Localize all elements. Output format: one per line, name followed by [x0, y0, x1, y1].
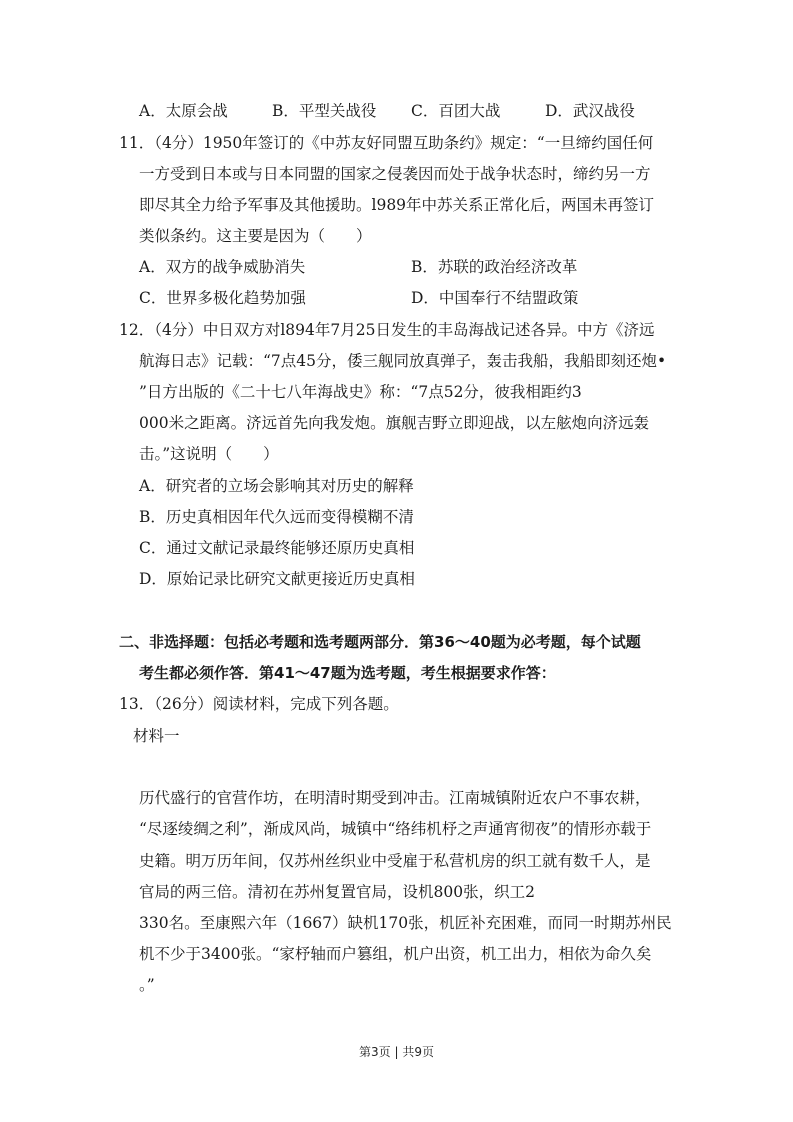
q13-material-line-3: 史籍。明万历年间，仅苏州丝织业中受雇于私营机房的织工就有数千人，是 [139, 852, 651, 870]
q11-line-2: 一方受到日本或与日本同盟的国家之侵袭因而处于战争状态时，缔约另一方 [139, 165, 651, 183]
q10-option-a: A．太原会战 [139, 102, 228, 120]
q13-material-line-5: 330名。至康熙六年（1667）缺机170张，机匠补充困难，而同一时期苏州民 [139, 914, 672, 932]
section-2-heading-line-1: 二、非选择题：包括必考题和选考题两部分．第36～40题为必考题，每个试题 [119, 633, 641, 651]
q11-option-b: B．苏联的政治经济改革 [411, 258, 578, 276]
q13-material-label: 材料一 [133, 727, 180, 745]
section-2-heading-line-2: 考生都必须作答．第41～47题为选考题，考生根据要求作答： [139, 664, 556, 682]
q10-option-d: D．武汉战役 [545, 102, 635, 120]
q11-option-d: D．中国奉行不结盟政策 [411, 289, 579, 307]
q11-line-3: 即尽其全力给予军事及其他援助。l989年中苏关系正常化后，两国未再签订 [139, 196, 655, 214]
q10-option-b: B．平型关战役 [272, 102, 377, 120]
q12-option-b: B．历史真相因年代久远而变得模糊不清 [139, 508, 414, 526]
q12-line-4: 000米之距离。济远首先向我发炮。旗舰吉野立即迎战，以左舷炮向济远轰 [139, 414, 650, 432]
q13-material-line-6: 机不少于3400张。“家杼轴而户篡组，机户出资，机工出力，相依为命久矣 [139, 945, 652, 963]
q12-line-5: 击。”这说明（ ） [139, 445, 279, 463]
q13-material-line-7: 。” [139, 976, 155, 994]
q13-material-line-2: “尽逐绫绸之利”，渐成风尚，城镇中“络纬机杼之声通宵彻夜”的情形亦载于 [139, 820, 652, 838]
q13-material-line-4: 官局的两三倍。清初在苏州复置官局，设机800张，织工2 [139, 883, 535, 901]
q12-line-3: ”日方出版的《二十七八年海战史》称：“7点52分，彼我相距约3 [139, 383, 582, 401]
q10-options [0, 101, 793, 121]
q11-options-row-1 [0, 257, 793, 277]
q13-header: 13．（26分）阅读材料，完成下列各题。 [119, 695, 399, 713]
q11-line-4: 类似条约。这主要是因为（ ） [139, 227, 372, 245]
q11-option-a: A．双方的战争威胁消失 [139, 258, 306, 276]
q10-option-c: C．百团大战 [411, 102, 501, 120]
q13-material-line-1: 历代盛行的官营作坊，在明清时期受到冲击。江南城镇附近农户不事农耕， [139, 789, 651, 807]
page-footer: 第3页 | 共9页 [359, 1045, 434, 1059]
q12-option-d: D．原始记录比研究文献更接近历史真相 [139, 570, 415, 588]
q11-line-1: 11．（4分）1950年签订的《中苏友好同盟互助条约》规定：“一旦缔约国任何 [119, 134, 654, 152]
q11-options-row-2 [0, 288, 793, 308]
q11-option-c: C．世界多极化趋势加强 [139, 289, 306, 307]
q12-line-2: 航海日志》记载：“7点45分，倭三舰同放真弹子，轰击我船，我船即刻还炮• [139, 352, 667, 370]
q12-option-c: C．通过文献记录最终能够还原历史真相 [139, 539, 415, 557]
q12-line-1: 12．（4分）中日双方对l894年7月25日发生的丰岛海战记述各异。中方《济远 [119, 321, 655, 339]
q12-option-a: A．研究者的立场会影响其对历史的解释 [139, 477, 414, 495]
